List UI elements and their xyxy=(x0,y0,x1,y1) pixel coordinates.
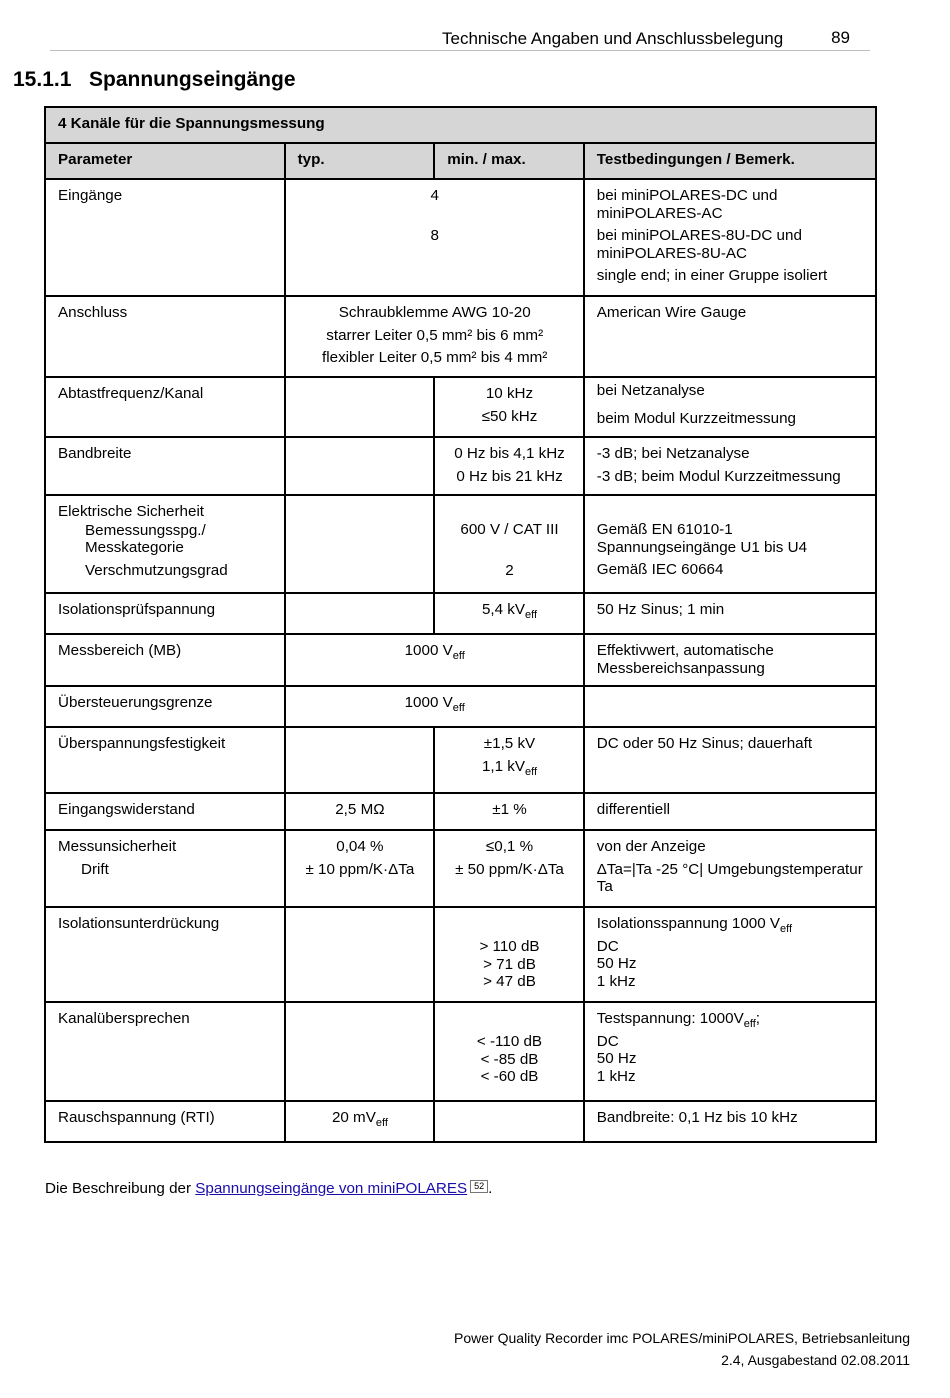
minmax-cell xyxy=(434,437,584,495)
param-cell: Rauschspannung (RTI) xyxy=(45,1101,285,1142)
minmax-cell xyxy=(434,1101,584,1142)
remark-line: Gemäß IEC 60664 xyxy=(596,561,724,578)
remark-cell: 50 Hz Sinus; 1 min xyxy=(584,593,876,634)
table-row xyxy=(45,727,876,793)
remark-line: ΔTa=|Ta -25 °C| Umgebungstemperatur Ta xyxy=(596,860,863,895)
remark-cell xyxy=(584,495,876,593)
typ-cell xyxy=(285,437,435,495)
remark-cell: Bandbreite: 0,1 Hz bis 10 kHz xyxy=(584,1101,876,1142)
remark-line: bei Netzanalyse xyxy=(596,382,705,399)
table-row xyxy=(45,634,876,686)
header-parameter: Parameter xyxy=(45,143,285,179)
section-number: 15.1.1 xyxy=(13,68,72,91)
page-footer xyxy=(454,1327,910,1371)
remark-cell: DC oder 50 Hz Sinus; dauerhaft xyxy=(584,727,876,793)
remark-line: 1 kHz xyxy=(596,972,636,990)
param-cell: Eingangswiderstand xyxy=(45,793,285,830)
value-main: 20 mV xyxy=(331,1109,376,1126)
param-cell: Übersteuerungsgrenze xyxy=(45,686,285,727)
minmax-cell: ±1 % xyxy=(434,793,584,830)
value-line: < -85 dB xyxy=(480,1050,539,1068)
remark-tail: ; xyxy=(755,1010,760,1027)
table-row xyxy=(45,686,876,727)
value-line: > 110 dB xyxy=(479,938,540,955)
remark-cell: Effektivwert, automatische Messbereichsanpassung xyxy=(584,634,876,686)
table-row xyxy=(45,1002,876,1101)
value-line: 0 Hz bis 4,1 kHz xyxy=(454,445,565,462)
value-line: 8 xyxy=(430,226,439,244)
remark-line: -3 dB; bei Netzanalyse xyxy=(596,445,750,462)
value-main: 1000 V xyxy=(404,694,453,711)
typ-cell: 2,5 MΩ xyxy=(285,793,435,830)
page-reference-badge[interactable]: 52 xyxy=(470,1180,488,1193)
value-line: 0,04 % xyxy=(336,838,384,855)
remark-line: 50 Hz xyxy=(596,1050,637,1067)
minmax-cell xyxy=(434,495,584,593)
table-row xyxy=(45,495,876,593)
remark-cell: American Wire Gauge xyxy=(584,296,876,377)
value-subscript: eff xyxy=(525,765,538,778)
table-row xyxy=(45,907,876,1002)
typ-cell xyxy=(285,377,435,437)
table-header-row xyxy=(45,143,876,179)
note-suffix: . xyxy=(488,1180,493,1197)
value-line: 10 kHz xyxy=(485,385,534,402)
table-row xyxy=(45,1101,876,1142)
value-line: ≤0,1 % xyxy=(485,838,534,855)
remark-line: DC xyxy=(596,1032,619,1050)
remark-cell xyxy=(584,686,876,727)
param-cell: Bandbreite xyxy=(45,437,285,495)
header-remarks: Testbedingungen / Bemerk. xyxy=(584,143,876,179)
value-line: 0 Hz bis 21 kHz xyxy=(456,467,563,485)
value-cell xyxy=(285,296,584,377)
table-row xyxy=(45,793,876,830)
value-line: ±1,5 kV xyxy=(483,735,536,752)
minmax-cell xyxy=(434,593,584,634)
minmax-cell xyxy=(434,830,584,907)
param-cell: Kanalübersprechen xyxy=(45,1002,285,1101)
typ-cell xyxy=(285,1101,435,1142)
minmax-cell xyxy=(434,907,584,1002)
value-main: 5,4 kV xyxy=(481,601,525,618)
value-main: 1000 V xyxy=(404,642,453,659)
note-prefix: Die Beschreibung der xyxy=(45,1180,196,1197)
remark-line: 1 kHz xyxy=(596,1067,636,1085)
value-subscript: eff xyxy=(525,609,538,621)
remark-cell xyxy=(584,377,876,437)
typ-cell xyxy=(285,495,435,593)
remark-cell xyxy=(584,179,876,296)
remark-line: beim Modul Kurzzeitmessung xyxy=(596,409,796,427)
value-line: ± 50 ppm/K·ΔTa xyxy=(455,860,564,878)
param-cell: Isolationsunterdrückung xyxy=(45,907,285,1002)
remark-line: bei miniPOLARES-DC und miniPOLARES-AC xyxy=(596,187,778,222)
footer-line2: 2.4, Ausgabestand 02.08.2011 xyxy=(721,1352,910,1368)
value-line: flexibler Leiter 0,5 mm² bis 4 mm² xyxy=(322,349,548,366)
value-subscript: eff xyxy=(375,1117,388,1129)
value-line xyxy=(447,758,572,776)
table-row xyxy=(45,377,876,437)
table-row xyxy=(45,830,876,907)
section-title: Spannungseingänge xyxy=(89,68,296,91)
description-note xyxy=(45,1180,492,1197)
remark-subscript: eff xyxy=(780,923,793,935)
remark-line: DC xyxy=(596,937,619,955)
param-cell: Isolationsprüfspannung xyxy=(45,593,285,634)
table-row xyxy=(45,593,876,634)
table-row xyxy=(45,179,876,296)
value-cell xyxy=(285,179,584,296)
remark-main: Testspannung: 1000V xyxy=(596,1010,744,1027)
value-line: < -110 dB xyxy=(476,1033,543,1050)
remark-line: -3 dB; beim Modul Kurzzeitmessung xyxy=(596,467,841,485)
typ-cell xyxy=(285,727,435,793)
footer-line1: Power Quality Recorder imc POLARES/miniPOLARES, Betriebsanleitung xyxy=(454,1330,910,1346)
remark-cell xyxy=(584,1002,876,1101)
table-row xyxy=(45,437,876,495)
value-line: Schraubklemme AWG 10-20 xyxy=(338,304,531,321)
remark-cell xyxy=(584,437,876,495)
remark-line xyxy=(597,1010,864,1028)
page-header xyxy=(50,28,870,51)
typ-cell xyxy=(285,1002,435,1101)
value-cell xyxy=(285,686,584,727)
spec-table xyxy=(44,106,877,1143)
remark-line: Gemäß EN 61010-1 Spannungseingänge U1 bis U4 xyxy=(596,521,808,556)
value-subscript: eff xyxy=(452,650,465,662)
minmax-cell xyxy=(434,727,584,793)
value-main: 1,1 kV xyxy=(481,757,525,775)
header-minmax: min. / max. xyxy=(434,143,584,179)
value-line: > 47 dB xyxy=(483,973,536,990)
remark-line: von der Anzeige xyxy=(596,838,706,855)
param-sub-line: Verschmutzungsgrad xyxy=(85,561,228,579)
value-line: starrer Leiter 0,5 mm² bis 6 mm² xyxy=(326,326,544,344)
spannungseingaenge-link[interactable]: Spannungseingänge von miniPOLARES xyxy=(195,1180,468,1197)
value-line: ± 10 ppm/K·ΔTa xyxy=(305,860,415,878)
typ-cell xyxy=(285,907,435,1002)
remark-cell xyxy=(584,830,876,907)
param-cell: Eingänge xyxy=(45,179,285,296)
param-cell: Anschluss xyxy=(45,296,285,377)
remark-line xyxy=(597,915,864,933)
value-line: < -60 dB xyxy=(480,1068,539,1085)
param-cell xyxy=(45,830,285,907)
remark-main: Isolationsspannung 1000 V xyxy=(596,915,781,932)
header-typ: typ. xyxy=(285,143,435,179)
param-cell: Überspannungsfestigkeit xyxy=(45,727,285,793)
param-line: Elektrische Sicherheit xyxy=(58,503,205,520)
param-cell xyxy=(45,495,285,593)
remark-line: 50 Hz xyxy=(596,955,637,972)
section-heading xyxy=(13,68,296,92)
param-cell: Abtastfrequenz/Kanal xyxy=(45,377,285,437)
param-sub-line: Bemessungsspg./ Messkategorie xyxy=(85,521,206,556)
typ-cell xyxy=(285,593,435,634)
remark-subscript: eff xyxy=(743,1018,756,1030)
value-line: > 71 dB xyxy=(483,955,536,973)
value-cell xyxy=(285,634,584,686)
param-line: Messunsicherheit xyxy=(58,838,177,855)
remark-line: bei miniPOLARES-8U-DC und miniPOLARES-8U-AC xyxy=(596,227,802,262)
page-number: 89 xyxy=(831,28,850,47)
typ-cell xyxy=(285,830,435,907)
param-cell: Messbereich (MB) xyxy=(45,634,285,686)
minmax-cell xyxy=(434,377,584,437)
value-line: ≤50 kHz xyxy=(481,407,538,425)
value-line: 600 V / CAT III xyxy=(460,521,559,538)
remark-cell xyxy=(584,907,876,1002)
table-row xyxy=(45,296,876,377)
header-title: Technische Angaben und Anschlussbelegung xyxy=(442,29,784,48)
value-subscript: eff xyxy=(452,702,465,714)
value-line: 2 xyxy=(505,561,514,579)
value-line: 4 xyxy=(430,187,439,204)
table-caption: 4 Kanäle für die Spannungsmessung xyxy=(45,107,876,143)
minmax-cell xyxy=(434,1002,584,1101)
table-caption-row xyxy=(45,107,876,143)
remark-cell: differentiell xyxy=(584,793,876,830)
remark-line: single end; in einer Gruppe isoliert xyxy=(596,267,828,284)
param-sub-line: Drift xyxy=(81,860,109,878)
